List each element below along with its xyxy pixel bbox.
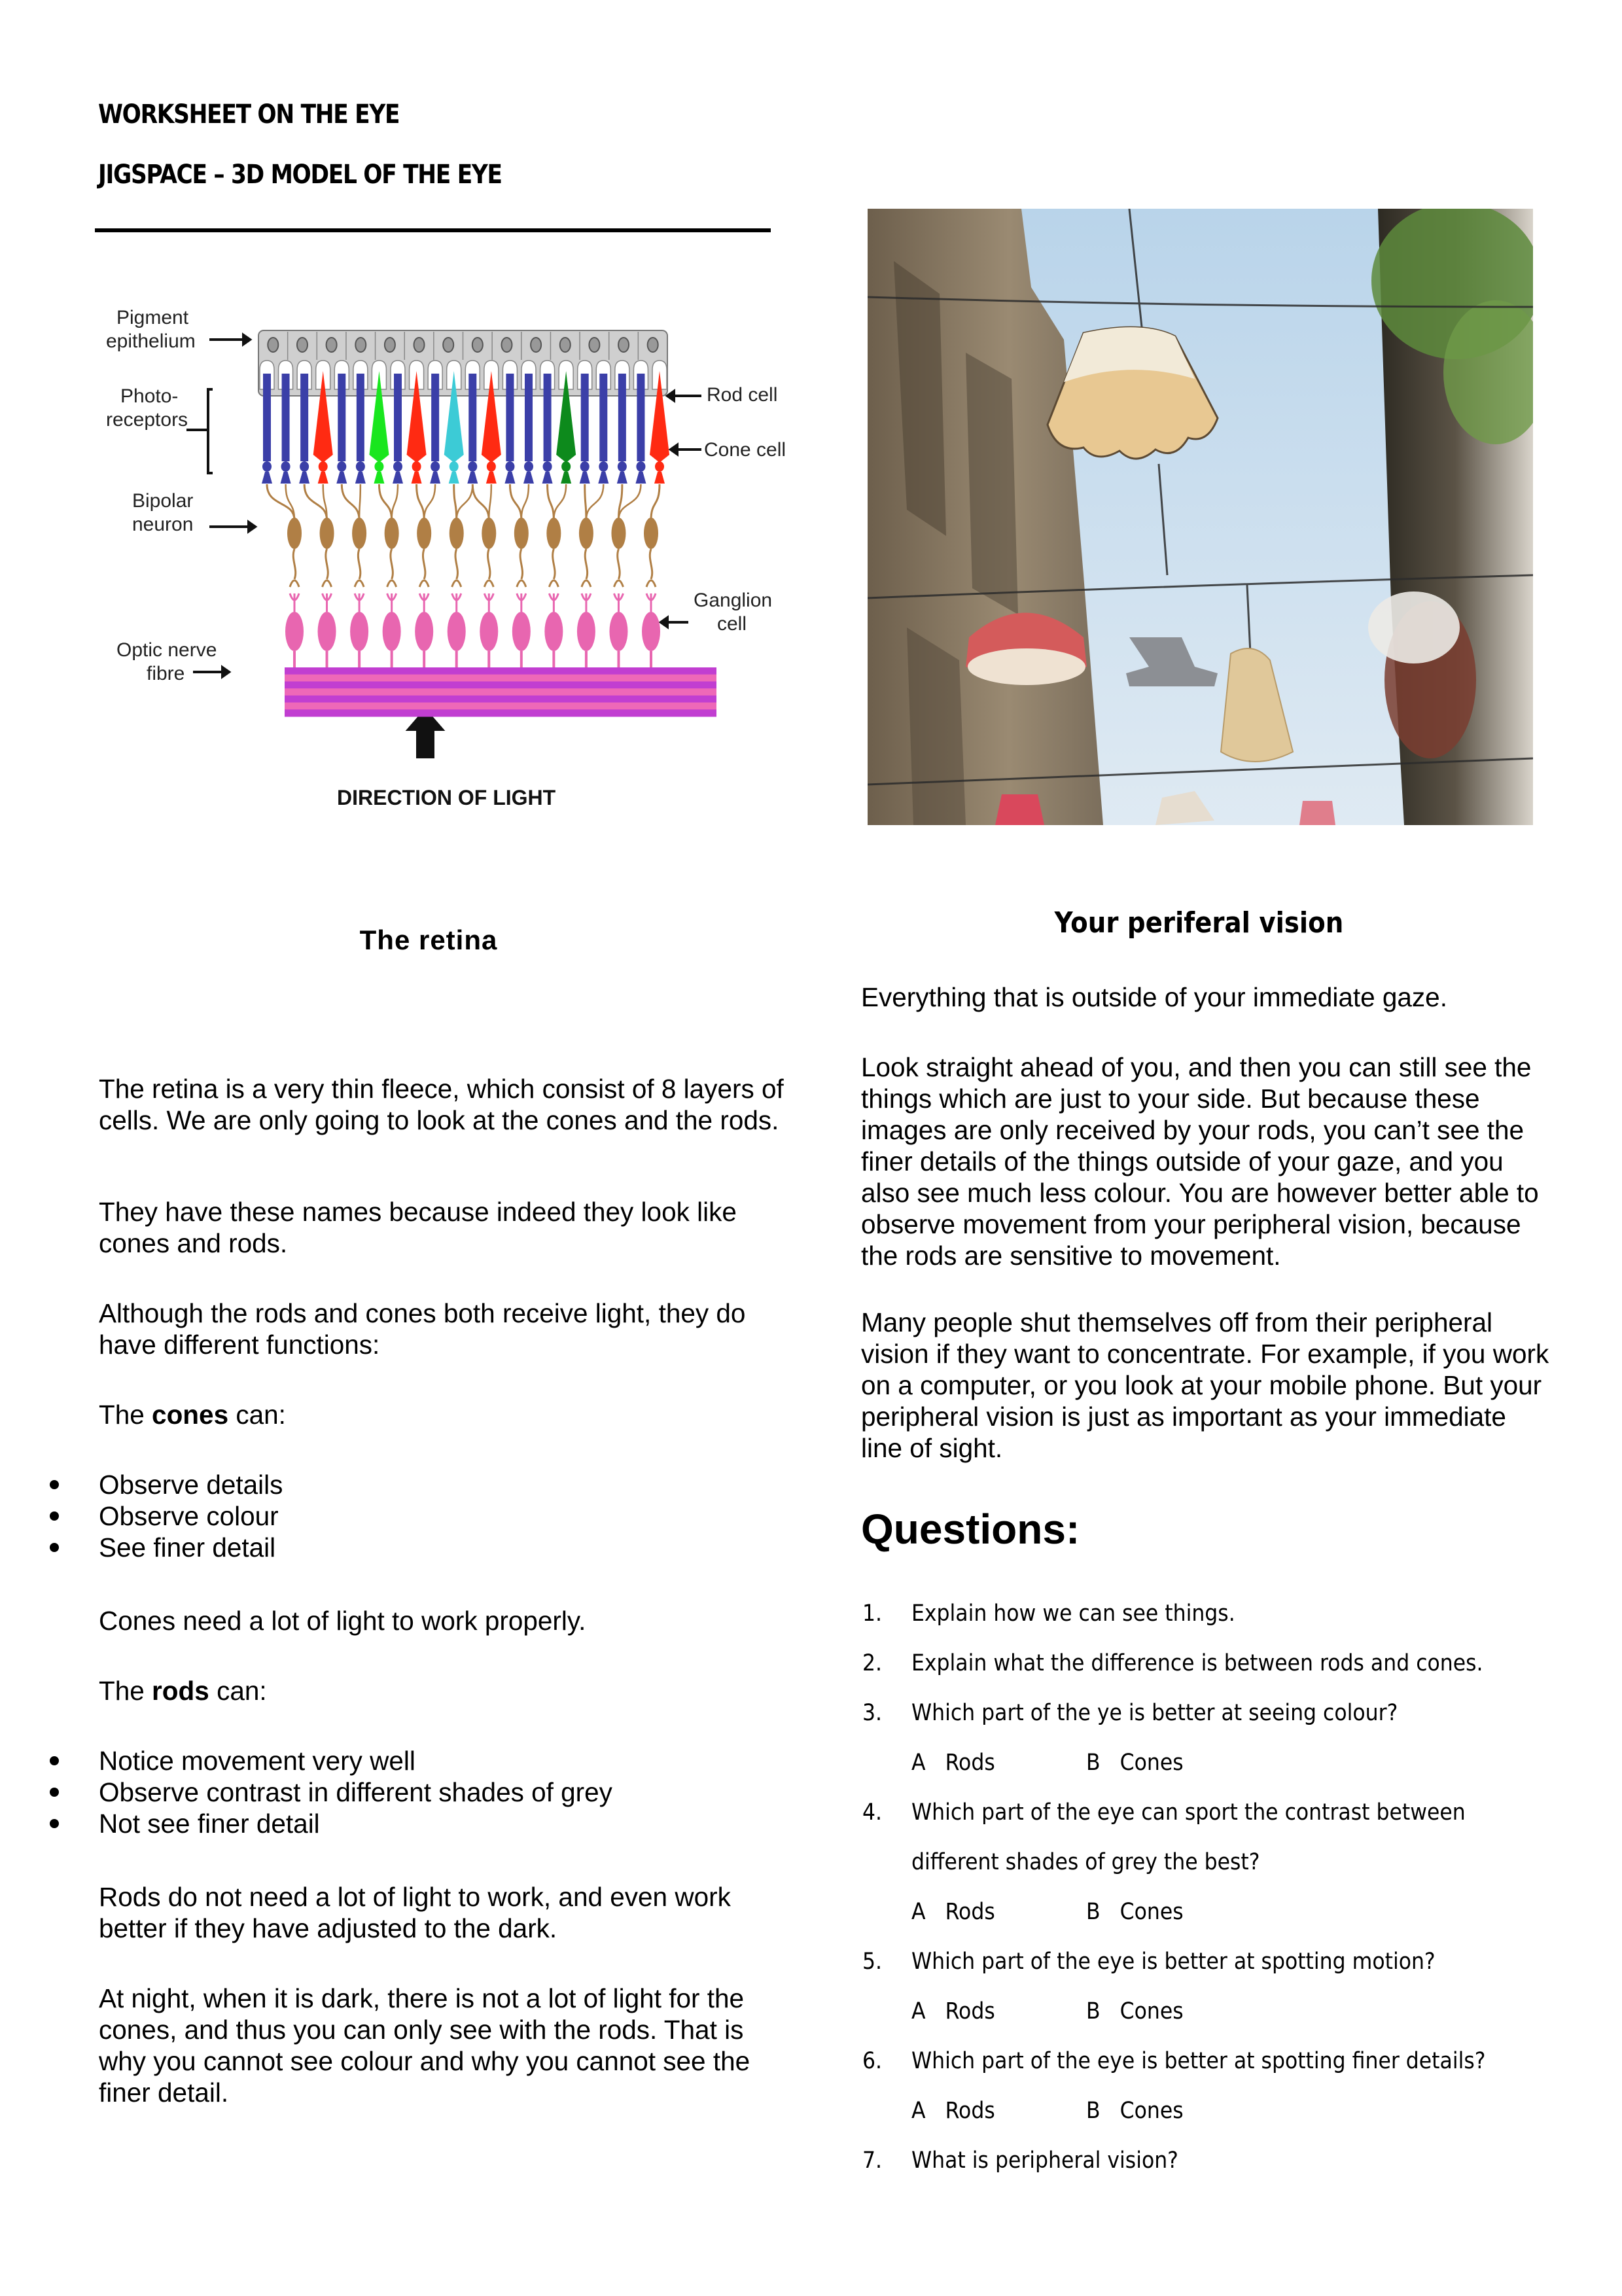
epithelium-nucleus xyxy=(618,338,629,352)
option-a[interactable]: A Rods xyxy=(911,1899,995,1925)
epithelium-nucleus xyxy=(560,338,571,352)
list-item xyxy=(99,1808,792,1839)
rod-cell xyxy=(338,374,345,461)
retina-paragraph-4: Cones need a lot of light to work properly. xyxy=(99,1606,586,1636)
rod-cell xyxy=(599,374,607,461)
bipolar-synapse xyxy=(323,580,332,587)
ganglion-cell xyxy=(285,612,304,651)
bipolar-dendrite xyxy=(392,484,398,520)
label-direction-of-light: DIRECTION OF LIGHT xyxy=(337,786,556,809)
bipolar-layer xyxy=(267,484,660,587)
cone-segment xyxy=(319,461,328,472)
rods-intro-pre: The xyxy=(99,1676,152,1706)
periferal-paragraph-3: Many people shut themselves off from their peripheral vision if they want to concentrate. For example, if you work on a computer, or you look at your mobile phone. But your peripheral vision is just as important as your immediate line of sight. xyxy=(861,1307,1549,1463)
rod-terminal xyxy=(542,472,553,484)
nerve-fibre-stripe xyxy=(285,688,716,696)
bipolar-neuron xyxy=(644,518,658,549)
ganglion-dendrite xyxy=(614,593,623,612)
bipolar-neuron xyxy=(287,518,302,549)
cone-segment xyxy=(374,461,383,472)
nerve-fibre-stripe xyxy=(285,675,716,682)
bipolar-neuron xyxy=(579,518,593,549)
bipolar-dendrite xyxy=(521,484,529,520)
rod-segment xyxy=(356,461,365,472)
bipolar-synapse xyxy=(549,580,558,587)
question-text: Which part of the eye can sport the contrast between xyxy=(911,1799,1466,1826)
bipolar-neuron xyxy=(482,518,496,549)
rod-cell xyxy=(637,374,644,461)
retina-paragraph-5: Rods do not need a lot of light to work, and even work better if they have adjusted to the dark. xyxy=(99,1882,731,1943)
rod-terminal xyxy=(580,472,590,484)
epithelium-nucleus xyxy=(355,338,366,352)
bipolar-axon xyxy=(520,549,522,579)
ganglion-dendrite xyxy=(517,593,526,612)
list-item xyxy=(99,1500,792,1532)
label-photoreceptors-line2: receptors xyxy=(106,409,188,431)
bipolar-dendrite xyxy=(379,484,391,520)
label-pigment-epithelium-line2: epithelium xyxy=(106,330,196,352)
pointer-bipolar-head xyxy=(249,522,255,531)
bipolar-axon xyxy=(650,549,652,579)
bipolar-synapse xyxy=(387,580,397,587)
ganglion-cell xyxy=(609,612,627,651)
cones-list xyxy=(99,1469,792,1563)
pink-lampshade xyxy=(995,794,1044,825)
ganglion-dendrite xyxy=(484,593,493,612)
photoreceptor-bracket xyxy=(208,389,213,473)
epithelium-nucleus xyxy=(326,338,337,352)
ganglion-cell xyxy=(577,612,595,651)
cone-segment xyxy=(487,461,496,472)
retina-diagram xyxy=(98,298,805,821)
bullet-icon xyxy=(50,1480,59,1489)
ganglion-dendrite xyxy=(323,593,332,612)
rod-terminal xyxy=(281,472,291,484)
bipolar-dendrite xyxy=(417,484,425,520)
ganglion-cell xyxy=(383,612,401,651)
optic-nerve-fibre-layer xyxy=(285,667,716,717)
option-a[interactable]: A Rods xyxy=(911,2098,995,2124)
cone-terminal xyxy=(374,472,384,484)
rod-cell xyxy=(263,374,271,461)
light-direction-arrow-icon xyxy=(408,710,442,757)
rod-cell xyxy=(468,374,476,461)
rod-segment xyxy=(337,461,346,472)
bipolar-synapse xyxy=(614,580,623,587)
cones-intro-bold: cones xyxy=(152,1400,229,1430)
pink-lampshade-small xyxy=(1299,801,1335,825)
rod-terminal xyxy=(355,472,366,484)
cone-terminal xyxy=(654,472,665,484)
bipolar-axon xyxy=(618,549,620,579)
cones-intro-pre: The xyxy=(99,1400,152,1430)
question-number: 5. xyxy=(862,1949,883,1975)
bipolar-neuron xyxy=(611,518,626,549)
street-lamps-image xyxy=(868,209,1533,825)
rods-intro-bold: rods xyxy=(152,1676,209,1706)
pointer-cone-head xyxy=(671,445,677,454)
bipolar-dendrite xyxy=(489,484,491,520)
question-text: What is peripheral vision? xyxy=(911,2147,1178,2174)
nerve-fibre-stripe xyxy=(285,696,716,703)
question-text: Explain what the difference is between rods and cones. xyxy=(911,1650,1483,1676)
rod-segment xyxy=(300,461,309,472)
rod-segment xyxy=(393,461,402,472)
rod-segment xyxy=(281,461,291,472)
bipolar-dendrite xyxy=(454,484,457,520)
bipolar-axon xyxy=(455,549,457,579)
label-cone-cell: Cone cell xyxy=(704,439,786,461)
bipolar-neuron xyxy=(514,518,529,549)
ganglion-dendrite xyxy=(549,593,558,612)
ganglion-cell xyxy=(318,612,336,651)
bipolar-synapse xyxy=(484,580,493,587)
question-number: 3. xyxy=(862,1700,883,1726)
ganglion-dendrite xyxy=(419,593,429,612)
bipolar-dendrite xyxy=(359,484,361,520)
option-a[interactable]: A Rods xyxy=(911,1750,995,1776)
nerve-fibre-stripe xyxy=(285,667,716,675)
bipolar-synapse xyxy=(419,580,429,587)
list-item-text: Notice movement very well xyxy=(99,1746,415,1776)
bipolar-dendrite xyxy=(472,484,489,520)
pointer-ganglion-head xyxy=(661,618,667,627)
cones-intro xyxy=(99,1399,792,1430)
worksheet-title: WORKSHEET ON THE EYE xyxy=(98,99,400,130)
rod-cell xyxy=(525,374,533,461)
rod-terminal xyxy=(598,472,608,484)
question-number: 4. xyxy=(862,1799,883,1826)
bipolar-axon xyxy=(326,549,328,579)
epithelium-nucleus xyxy=(648,338,658,352)
label-ganglion-cell: Ganglion xyxy=(694,590,773,611)
rod-cell xyxy=(506,374,514,461)
rod-cell xyxy=(300,374,308,461)
cone-segment xyxy=(412,461,421,472)
label-rod-cell: Rod cell xyxy=(707,384,778,406)
periferal-paragraph-2: Look straight ahead of you, and then you can still see the things which are just to your side. But because these images are only received by your rods, you can’t see the finer details of the things outside of your gaze, and you also see much less colour. You are however better able to observe movement from your peripheral vision, because the rods are sensitive to movement. xyxy=(861,1052,1539,1271)
bullet-icon xyxy=(50,1819,59,1828)
cones-intro-post: can: xyxy=(228,1400,286,1430)
question-text: Which part of the eye is better at spotting motion? xyxy=(911,1949,1436,1975)
bipolar-synapse xyxy=(517,580,526,587)
cone-segment xyxy=(450,461,459,472)
cone-terminal xyxy=(412,472,422,484)
bipolar-synapse xyxy=(355,580,364,587)
ganglion-dendrite xyxy=(387,593,397,612)
ganglion-cell xyxy=(512,612,531,651)
bipolar-neuron xyxy=(450,518,464,549)
bipolar-synapse xyxy=(582,580,591,587)
bullet-icon xyxy=(50,1543,59,1552)
pointer-optic-head xyxy=(222,667,229,677)
retina-heading: The retina xyxy=(359,925,498,955)
bullet-icon xyxy=(50,1511,59,1521)
label-optic-nerve-fibre-line2: fibre xyxy=(147,663,185,684)
ganglion-cell xyxy=(480,612,498,651)
questions-heading: Questions: xyxy=(861,1506,1080,1553)
epithelium-nucleus xyxy=(385,338,395,352)
bipolar-dendrite xyxy=(510,484,521,520)
retina-paragraph-2: They have these names because indeed they look like cones and rods. xyxy=(99,1197,737,1258)
rod-segment xyxy=(262,461,272,472)
nerve-fibre-stripe xyxy=(285,709,716,716)
cone-segment xyxy=(561,461,571,472)
rod-cell xyxy=(544,374,552,461)
question-text: Which part of the ye is better at seeing colour? xyxy=(911,1700,1398,1726)
rod-terminal xyxy=(262,472,272,484)
ganglion-dendrite xyxy=(582,593,591,612)
pointer-rod-head xyxy=(667,391,674,400)
worksheet-subtitle: JIGSPACE – 3D MODEL OF THE EYE xyxy=(98,160,502,190)
rod-segment xyxy=(636,461,645,472)
question-number: 7. xyxy=(862,2147,883,2174)
list-item-text: Not see finer detail xyxy=(99,1809,320,1839)
option-b[interactable]: B Cones xyxy=(1086,2098,1184,2124)
pointer-pigment-head xyxy=(243,335,250,344)
rod-terminal xyxy=(523,472,534,484)
list-item xyxy=(99,1469,792,1500)
epithelium-nucleus xyxy=(501,338,512,352)
satellite-dish xyxy=(1368,592,1460,663)
rod-terminal xyxy=(393,472,403,484)
label-bipolar-neuron: Bipolar xyxy=(132,490,194,512)
bipolar-dendrite xyxy=(554,484,566,520)
bipolar-axon xyxy=(423,549,425,579)
question-number: 2. xyxy=(862,1650,883,1676)
option-a[interactable]: A Rods xyxy=(911,1998,995,2024)
ganglion-cell xyxy=(350,612,368,651)
option-b[interactable]: B Cones xyxy=(1086,1998,1184,2024)
rods-intro-post: can: xyxy=(209,1676,267,1706)
cone-terminal xyxy=(561,472,571,484)
epithelium-nucleus xyxy=(443,338,453,352)
rod-segment xyxy=(618,461,627,472)
bipolar-dendrite xyxy=(548,484,554,520)
window xyxy=(966,353,1018,614)
label-optic-nerve-fibre: Optic nerve xyxy=(116,639,217,661)
cone-terminal xyxy=(449,472,459,484)
bipolar-dendrite xyxy=(457,484,473,520)
bipolar-synapse xyxy=(290,580,299,587)
ganglion-cell xyxy=(642,612,660,651)
ganglion-layer xyxy=(285,593,660,672)
bipolar-neuron xyxy=(417,518,431,549)
rods-intro xyxy=(99,1675,792,1706)
rod-segment xyxy=(580,461,590,472)
bipolar-dendrite xyxy=(424,484,435,520)
list-item xyxy=(99,1776,792,1808)
rod-segment xyxy=(599,461,608,472)
bipolar-synapse xyxy=(452,580,461,587)
list-item-text: Observe colour xyxy=(99,1501,279,1531)
rods-list xyxy=(99,1745,792,1839)
rod-segment xyxy=(543,461,552,472)
rod-terminal xyxy=(299,472,309,484)
rod-terminal xyxy=(430,472,440,484)
ganglion-cell xyxy=(544,612,563,651)
rod-terminal xyxy=(617,472,627,484)
bipolar-neuron xyxy=(546,518,561,549)
bipolar-neuron xyxy=(320,518,334,549)
bipolar-neuron xyxy=(352,518,366,549)
option-b[interactable]: B Cones xyxy=(1086,1750,1184,1776)
label-ganglion-cell-line2: cell xyxy=(717,613,747,635)
cone-terminal xyxy=(318,472,328,484)
question-text-line2: different shades of grey the best? xyxy=(911,1849,1260,1875)
rod-terminal xyxy=(635,472,646,484)
cone-segment xyxy=(655,461,664,472)
rod-terminal xyxy=(504,472,515,484)
retina-paragraph-3: Although the rods and cones both receive light, they do have different functions: xyxy=(99,1298,746,1360)
bullet-icon xyxy=(50,1788,59,1797)
bipolar-dendrite xyxy=(586,484,603,520)
label-photoreceptors: Photo- xyxy=(120,385,179,407)
bipolar-axon xyxy=(391,549,393,579)
ganglion-dendrite xyxy=(355,593,364,612)
retina-paragraph-6: At night, when it is dark, there is not a lot of light for the cones, and thus you can only see with the rods. That is why you cannot see colour and why you cannot see the finer detail. xyxy=(99,1983,750,2108)
rod-cell xyxy=(394,374,402,461)
bipolar-dendrite xyxy=(651,484,660,520)
epithelium-nucleus xyxy=(297,338,308,352)
periferal-vision-heading: Your periferal vision xyxy=(1054,906,1344,940)
option-b[interactable]: B Cones xyxy=(1086,1899,1184,1925)
rod-cell xyxy=(357,374,364,461)
epithelium-nucleus xyxy=(414,338,425,352)
epithelium-nucleus xyxy=(531,338,541,352)
epithelium-nucleus xyxy=(268,338,278,352)
rod-segment xyxy=(524,461,533,472)
bipolar-dendrite xyxy=(267,484,294,520)
list-item-text: Observe details xyxy=(99,1470,283,1500)
bipolar-axon xyxy=(293,549,295,579)
epithelium-nucleus xyxy=(589,338,599,352)
cone-terminal xyxy=(486,472,497,484)
bipolar-dendrite xyxy=(323,484,327,520)
question-text: Which part of the eye is better at spotting finer details? xyxy=(911,2048,1486,2074)
bipolar-neuron xyxy=(385,518,399,549)
list-item xyxy=(99,1532,792,1563)
red-lampshade-inner xyxy=(968,648,1085,685)
bullet-icon xyxy=(50,1756,59,1765)
bipolar-axon xyxy=(358,549,360,579)
question-number: 1. xyxy=(862,1600,883,1627)
rod-terminal xyxy=(467,472,478,484)
label-pigment-epithelium: Pigment xyxy=(116,307,189,328)
list-item-text: Observe contrast in different shades of grey xyxy=(99,1777,612,1807)
list-item-text: See finer detail xyxy=(99,1532,276,1563)
peripheral-vision-photo xyxy=(868,209,1533,825)
bipolar-axon xyxy=(488,549,490,579)
label-bipolar-neuron-line2: neuron xyxy=(132,514,194,535)
rod-segment xyxy=(431,461,440,472)
ganglion-cell xyxy=(415,612,433,651)
bipolar-dendrite xyxy=(342,484,359,520)
retina-paragraph-1: The retina is a very thin fleece, which consist of 8 layers of cells. We are only going to look at the cones and the rods. xyxy=(99,1074,784,1135)
periferal-paragraph-1: Everything that is outside of your immediate gaze. xyxy=(861,982,1447,1012)
rod-terminal xyxy=(336,472,347,484)
epithelium-nucleus xyxy=(472,338,483,352)
rod-cell xyxy=(581,374,589,461)
nerve-fibre-stripe xyxy=(285,681,716,688)
rod-cell xyxy=(282,374,290,461)
rod-segment xyxy=(505,461,514,472)
list-item xyxy=(99,1745,792,1776)
bipolar-axon xyxy=(553,549,555,579)
ganglion-dendrite xyxy=(452,593,461,612)
nerve-fibre-stripe xyxy=(285,703,716,710)
ganglion-cell xyxy=(448,612,466,651)
rod-segment xyxy=(468,461,477,472)
question-number: 6. xyxy=(862,2048,883,2074)
ganglion-dendrite xyxy=(290,593,299,612)
ganglion-dendrite xyxy=(646,593,656,612)
rod-cell xyxy=(431,374,439,461)
bipolar-synapse xyxy=(646,580,656,587)
rod-cell xyxy=(618,374,626,461)
header-divider xyxy=(95,228,771,232)
bipolar-axon xyxy=(585,549,587,579)
question-text: Explain how we can see things. xyxy=(911,1600,1235,1627)
